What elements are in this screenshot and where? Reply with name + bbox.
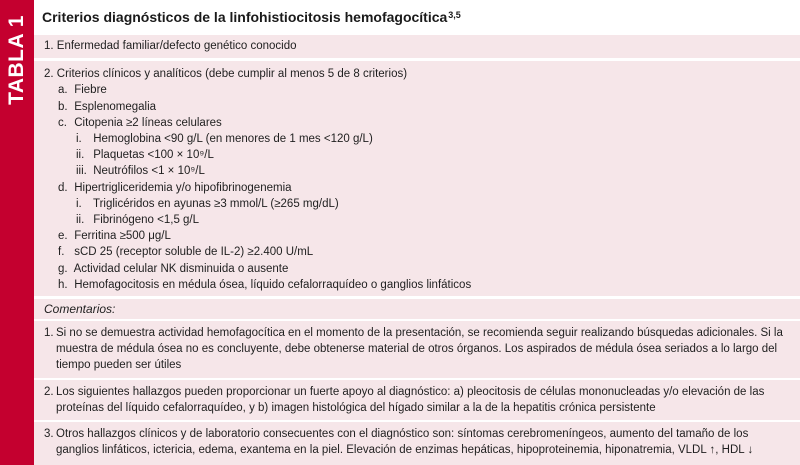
criterion-2d-letter: d. <box>58 181 68 194</box>
side-tab-label: TABLA 1 <box>5 15 28 105</box>
criterion-2a-letter: a. <box>58 84 68 97</box>
criterion-2-text: Criterios clínicos y analíticos (debe cumplir al menos 5 de 8 criterios) <box>56 68 408 81</box>
criterion-2d-i-numeral: i. <box>76 197 82 210</box>
criterion-2h-text: Hemofagocitosis en médula ósea, líquido cefalorraquídeo o ganglios linfáticos <box>74 278 472 291</box>
table-title-row <box>34 0 800 34</box>
criterion-2f <box>44 244 800 260</box>
criterion-2c-iii-numeral: iii. <box>76 165 87 178</box>
criterion-2b <box>44 99 800 115</box>
comments-heading: Comentarios: <box>34 296 800 319</box>
criterion-2c-iii <box>44 163 800 179</box>
comment-3-number: 3. <box>44 428 54 441</box>
criterion-2a-text: Fiebre <box>74 84 107 97</box>
criterion-2d-i <box>44 196 800 212</box>
criterion-2c-iii-text: Neutrófilos <1 × 10⁹/L <box>93 165 205 178</box>
criterion-2e-letter: e. <box>58 230 68 243</box>
criterion-2d-text: Hipertrigliceridemia y/o hipofibrinogenemia <box>74 181 292 194</box>
criterion-2e-text: Ferritina ≥500 μg/L <box>74 230 171 243</box>
criterion-1 <box>34 34 800 58</box>
criterion-2g-text: Actividad celular NK disminuida o ausente <box>73 262 289 275</box>
criterion-2c <box>44 115 800 131</box>
criterion-2-heading <box>44 66 800 82</box>
comment-1 <box>34 319 800 378</box>
criterion-2-number: 2. <box>44 68 54 81</box>
criterion-2d-ii-text: Fibrinógeno <1,5 g/L <box>93 214 200 227</box>
criterion-2f-text: sCD 25 (receptor soluble de IL-2) ≥2.400 U/mL <box>74 246 314 259</box>
criterion-2d-i-text: Triglicéridos en ayunas ≥3 mmol/L (≥265 mg/dL) <box>93 197 339 210</box>
criterion-2d-ii-numeral: ii. <box>76 214 85 227</box>
criterion-2a <box>44 82 800 98</box>
criterion-2c-text: Citopenia ≥2 líneas celulares <box>74 116 222 129</box>
comment-2-text: Los siguientes hallazgos pueden proporcionar un fuerte apoyo al diagnóstico: a) pleocitosis de células mononucleadas y/o elevación de las proteínas del líquido cefalorraquídeo, y b) imagen histológica del hígado similar a la de la hepatitis crónica persistente <box>56 385 765 414</box>
criterion-1-text: Enfermedad familiar/defecto genético conocido <box>56 40 297 52</box>
criterion-2d <box>44 180 800 196</box>
criterion-2c-i-numeral: i. <box>76 133 82 146</box>
criterion-2f-letter: f. <box>58 246 65 259</box>
criterion-2c-ii <box>44 147 800 163</box>
title-references: 3,5 <box>448 10 461 20</box>
criterion-2b-letter: b. <box>58 100 68 113</box>
criterion-2c-ii-text: Plaquetas <100 × 10⁹/L <box>93 149 214 162</box>
criterion-2g <box>44 261 800 277</box>
criterion-2c-ii-numeral: ii. <box>76 149 85 162</box>
criterion-2d-ii <box>44 212 800 228</box>
criterion-2 <box>34 58 800 296</box>
criterion-2c-i <box>44 131 800 147</box>
comment-2 <box>34 378 800 420</box>
comment-2-number: 2. <box>44 385 54 398</box>
side-tab <box>0 0 34 465</box>
criterion-1-number: 1. <box>44 40 54 52</box>
comment-1-number: 1. <box>44 327 54 340</box>
criterion-2g-letter: g. <box>58 262 68 275</box>
criterion-2h <box>44 277 800 293</box>
comment-3-text: Otros hallazgos clínicos y de laboratorio consecuentes con el diagnóstico son: síntomas cerebromeníngeos, aumento del tamaño de los ganglios linfáticos, ictericia, edema, exantema en la piel. Elevación de enzimas hepáticas, hipoproteinemia, hiponatremia, VLDL ↑, HDL ↓ <box>56 428 754 457</box>
criterion-2e <box>44 228 800 244</box>
table-content <box>34 0 800 465</box>
criterion-2b-text: Esplenomegalia <box>74 100 157 113</box>
comment-1-text: Si no se demuestra actividad hemofagocítica en el momento de la presentación, se recomienda seguir realizando búsquedas adicionales. Si la muestra de médula ósea no es concluyente, debe obtenerse material de otros órganos. Los aspirados de médula ósea seriados a lo largo del tiempo pueden ser útiles <box>56 327 783 372</box>
criterion-2h-letter: h. <box>58 278 68 291</box>
table-title: Criterios diagnósticos de la linfohistiocitosis hemofagocítica <box>42 9 448 25</box>
criterion-2c-letter: c. <box>58 116 67 129</box>
comment-3 <box>34 420 800 462</box>
criterion-2c-i-text: Hemoglobina <90 g/L (en menores de 1 mes <120 g/L) <box>93 133 373 146</box>
